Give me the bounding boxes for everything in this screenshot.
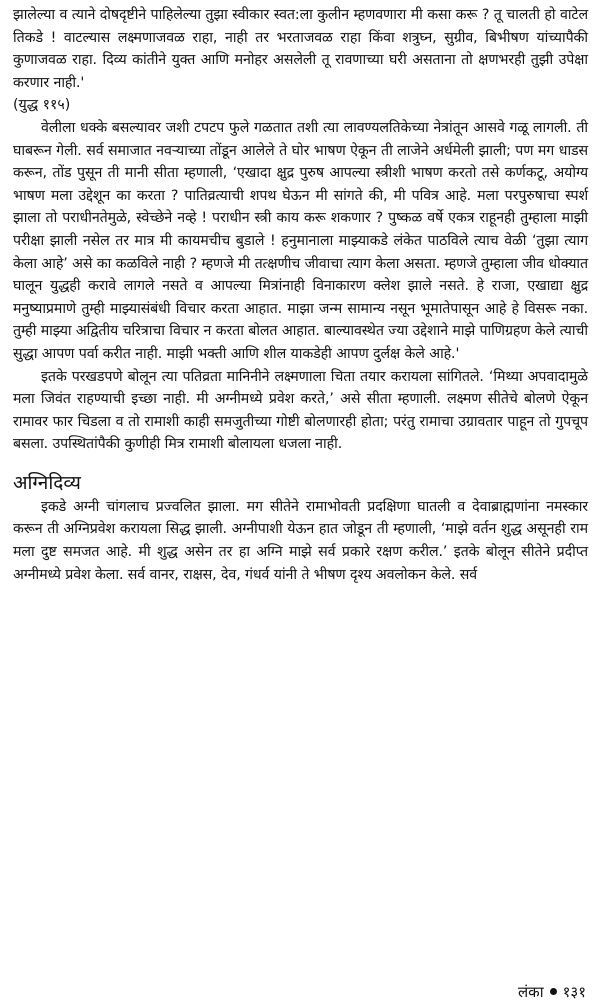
paragraph-1: झालेल्या व त्याने दोषदृष्टीने पाहिलेल्या तुझा स्वीकार स्वत:ला कुलीन म्हणवणारा मी कसा करू ? तू चालती हो वाटेल तिकडे ! वाटल्यास लक्ष्मणाजवळ राहा, नाही तर भरताजवळ राहा किंवा शत्रुघ्न, सुग्रीव, बिभीषण यांच्यापैकी कुणाजवळ राहा. दिव्य कांतीने युक्त आणि मनोहर असलेली तू रावणाच्या घरी असताना तो क्षणभरही तुझी उपेक्षा करणार नाही.' <box>13 7 588 91</box>
bullet-icon <box>550 988 557 995</box>
paragraph-4: इकडे अग्नी चांगलाच प्रज्वलित झाला. मग सीतेने रामाभोवती प्रदक्षिणा घातली व देवाब्राह्मणांना नमस्कार करून ती अग्निप्रवेश करायला सिद्ध झाली. अग्नीपाशी येऊन हात जोडून ती म्हणाली, ‘माझे वर्तन शुद्ध असूनही राम मला दुष्ट समजत आहे. मी शुद्ध असेन तर हा अग्नि माझे सर्व प्रकारे रक्षण करील.’ इतके बोलून सीतेने प्रदीप्त अग्नीमध्ये प्रवेश केला. सर्व वानर, राक्षस, देव, गंधर्व यांनी ते भीषण दृश्य अवलोकन केले. सर्व <box>13 498 588 583</box>
page-number: १३१ <box>562 983 586 1001</box>
book-title: लंका <box>518 983 544 1001</box>
section-heading: अग्निदिव्य <box>13 471 81 494</box>
page-footer <box>518 982 586 1002</box>
verse-reference: (युद्ध ११५) <box>13 97 71 114</box>
paragraph-3: इतके परखडपणे बोलून त्या पतिव्रता मानिनीने लक्ष्मणाला चिता तयार करायला सांगितले. ‘मिथ्या अपवादामुळे मला जिवंत राहण्याची इच्छा नाही. मी अग्नीमध्ये प्रवेश करते,’ असे सीता म्हणाली. लक्ष्मण सीतेचे बोलणे ऐकून रामावर फार चिडला व तो रामाशी काही समजुतीच्या गोष्टी बोलणारही होता; परंतु रामाचा उग्रावतार पाहून तो गुपचूप बसला. उपस्थितांपैकी कुणीही मित्र रामाशी बोलायला धजला नाही. <box>13 368 588 453</box>
paragraph-2: वेलीला धक्के बसल्यावर जशी टपटप फुले गळतात तशी त्या लावण्यलतिकेच्या नेत्रांतून आसवे गळू लागली. ती घाबरून गेली. सर्व समाजात नवऱ्याच्या तोंडून आलेले ते घोर भाषण ऐकून ती लाजेने अर्धमेली झाली; पण मग धाडस करून, तोंड पुसून ती मानी सीता म्हणाली, ‘एखादा क्षुद्र पुरुष आपल्या स्त्रीशी भाषण करतो तसे कर्णकटू, अयोग्य भाषण मला उद्देशून का करता ? पातिव्रत्याची शपथ घेऊन मी सांगते की, मी पवित्र आहे. मला परपुरुषाचा स्पर्श झाला तो पराधीनतेमुळे, स्वेच्छेने नव्हे ! पराधीन स्त्री काय करू शकणार ? पुष्कळ वर्षे एकत्र राहूनही तुम्हाला माझी परीक्षा झाली नसेल तर मात्र मी कायमचीच बुडाले ! हनुमानाला माझ्याकडे लंकेत पाठविले त्याच वेळी ‘तुझा त्याग केला आहे’ असे का कळविले नाही ? म्हणजे मी तत्क्षणीच जीवाचा त्याग केला असता. म्हणजे तुम्हाला जीव धोक्यात घालून युद्धही करावे लागले नसते व आपल्या मित्रांनाही विनाकारण क्लेश झाले नसते. हे राजा, एखाद्या क्षुद्र मनुष्याप्रमाणे तुम्ही माझ्यासंबंधी विचार करता आहात. माझा जन्म सामान्य नसून भूमातेपासून आहे हे विसरू नका. तुम्ही माझ्या अद्वितीय चरित्राचा विचार न करता बोलत आहात. बाल्यावस्थेत ज्या उद्देशाने माझे पाणिग्रहण केले त्याची सुद्धा आपण पर्वा करीत नाही. माझी भक्ती आणि शील याकडेही आपण दुर्लक्ष केले आहे.' <box>13 119 588 362</box>
